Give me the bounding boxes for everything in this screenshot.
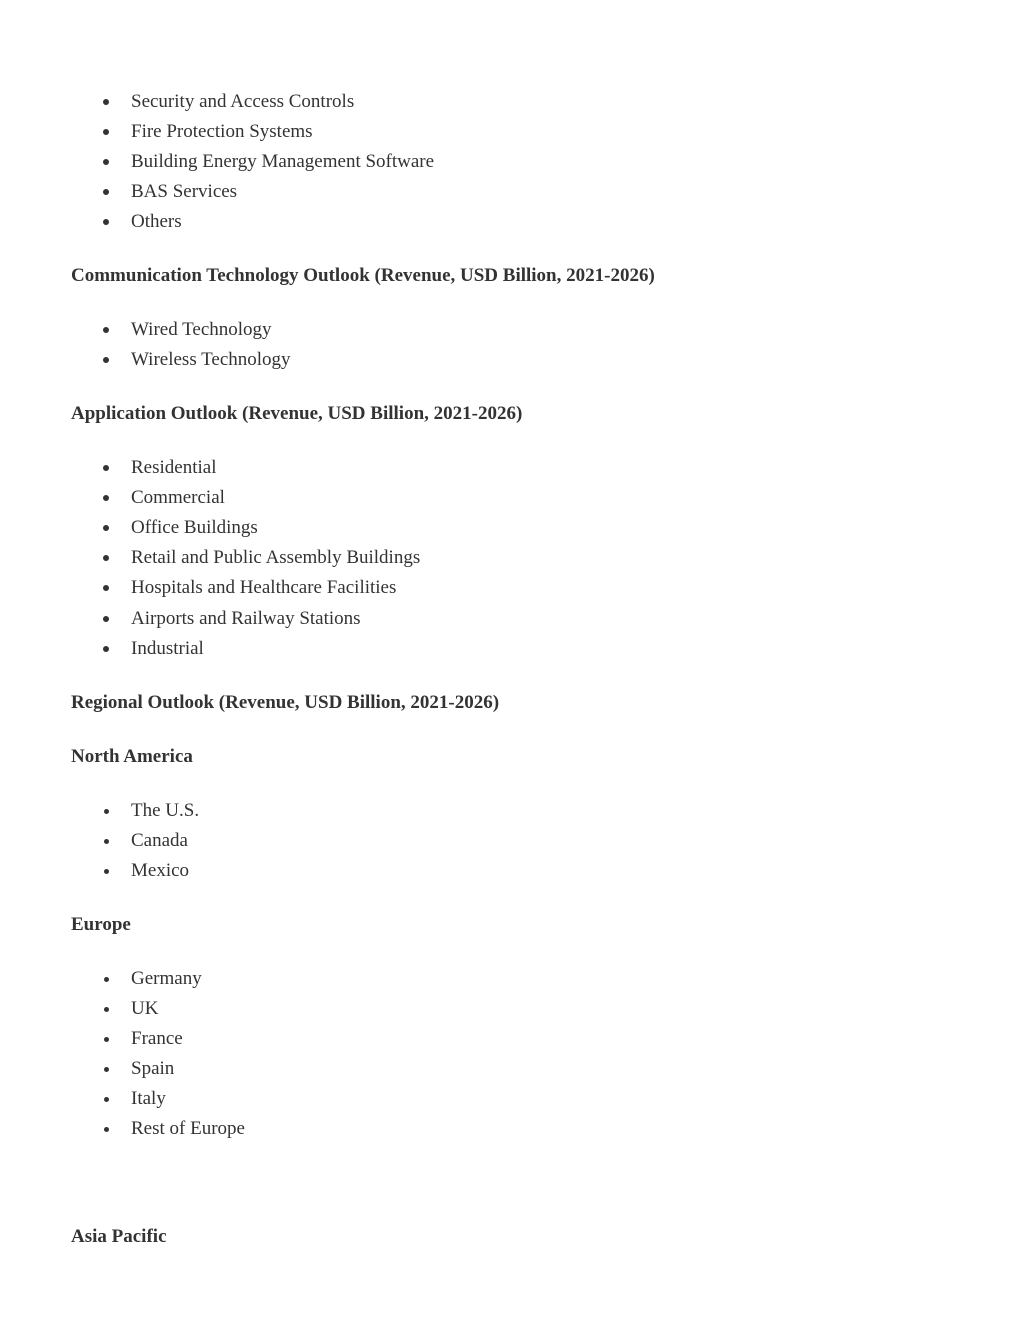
list-item: UK xyxy=(131,998,159,1019)
list-item: Mexico xyxy=(131,860,190,881)
list-item: Fire Protection Systems xyxy=(131,121,313,142)
list-item: Rest of Europe xyxy=(131,1118,245,1139)
list-item: The U.S. xyxy=(131,800,200,821)
application-heading: Application Outlook (Revenue, USD Billion, 2021-2026) xyxy=(71,403,523,424)
north-america-heading: North America xyxy=(71,746,193,767)
list-item: BAS Services xyxy=(131,181,238,202)
list-item: Commercial xyxy=(131,487,225,508)
list-item: Building Energy Management Software xyxy=(131,151,435,172)
list-item: Wireless Technology xyxy=(131,349,291,370)
list-item: Italy xyxy=(131,1088,166,1109)
list-item: France xyxy=(131,1028,183,1049)
list-item: Spain xyxy=(131,1058,175,1079)
list-item: Airports and Railway Stations xyxy=(131,608,361,629)
list-item: Industrial xyxy=(131,638,204,659)
europe-heading: Europe xyxy=(71,914,131,935)
list-item: Canada xyxy=(131,830,188,851)
asia-pacific-heading: Asia Pacific xyxy=(71,1226,167,1247)
list-item: Office Buildings xyxy=(131,517,258,538)
regional-heading: Regional Outlook (Revenue, USD Billion, 2021-2026) xyxy=(71,692,500,713)
list-item: Wired Technology xyxy=(131,319,272,340)
list-item: Security and Access Controls xyxy=(131,91,355,112)
list-item: Others xyxy=(131,211,182,232)
list-item: Hospitals and Healthcare Facilities xyxy=(131,577,397,598)
list-item: Residential xyxy=(131,457,217,478)
communication-heading: Communication Technology Outlook (Revenue, USD Billion, 2021-2026) xyxy=(71,265,655,286)
list-item: Retail and Public Assembly Buildings xyxy=(131,547,421,568)
list-item: Germany xyxy=(131,968,202,989)
